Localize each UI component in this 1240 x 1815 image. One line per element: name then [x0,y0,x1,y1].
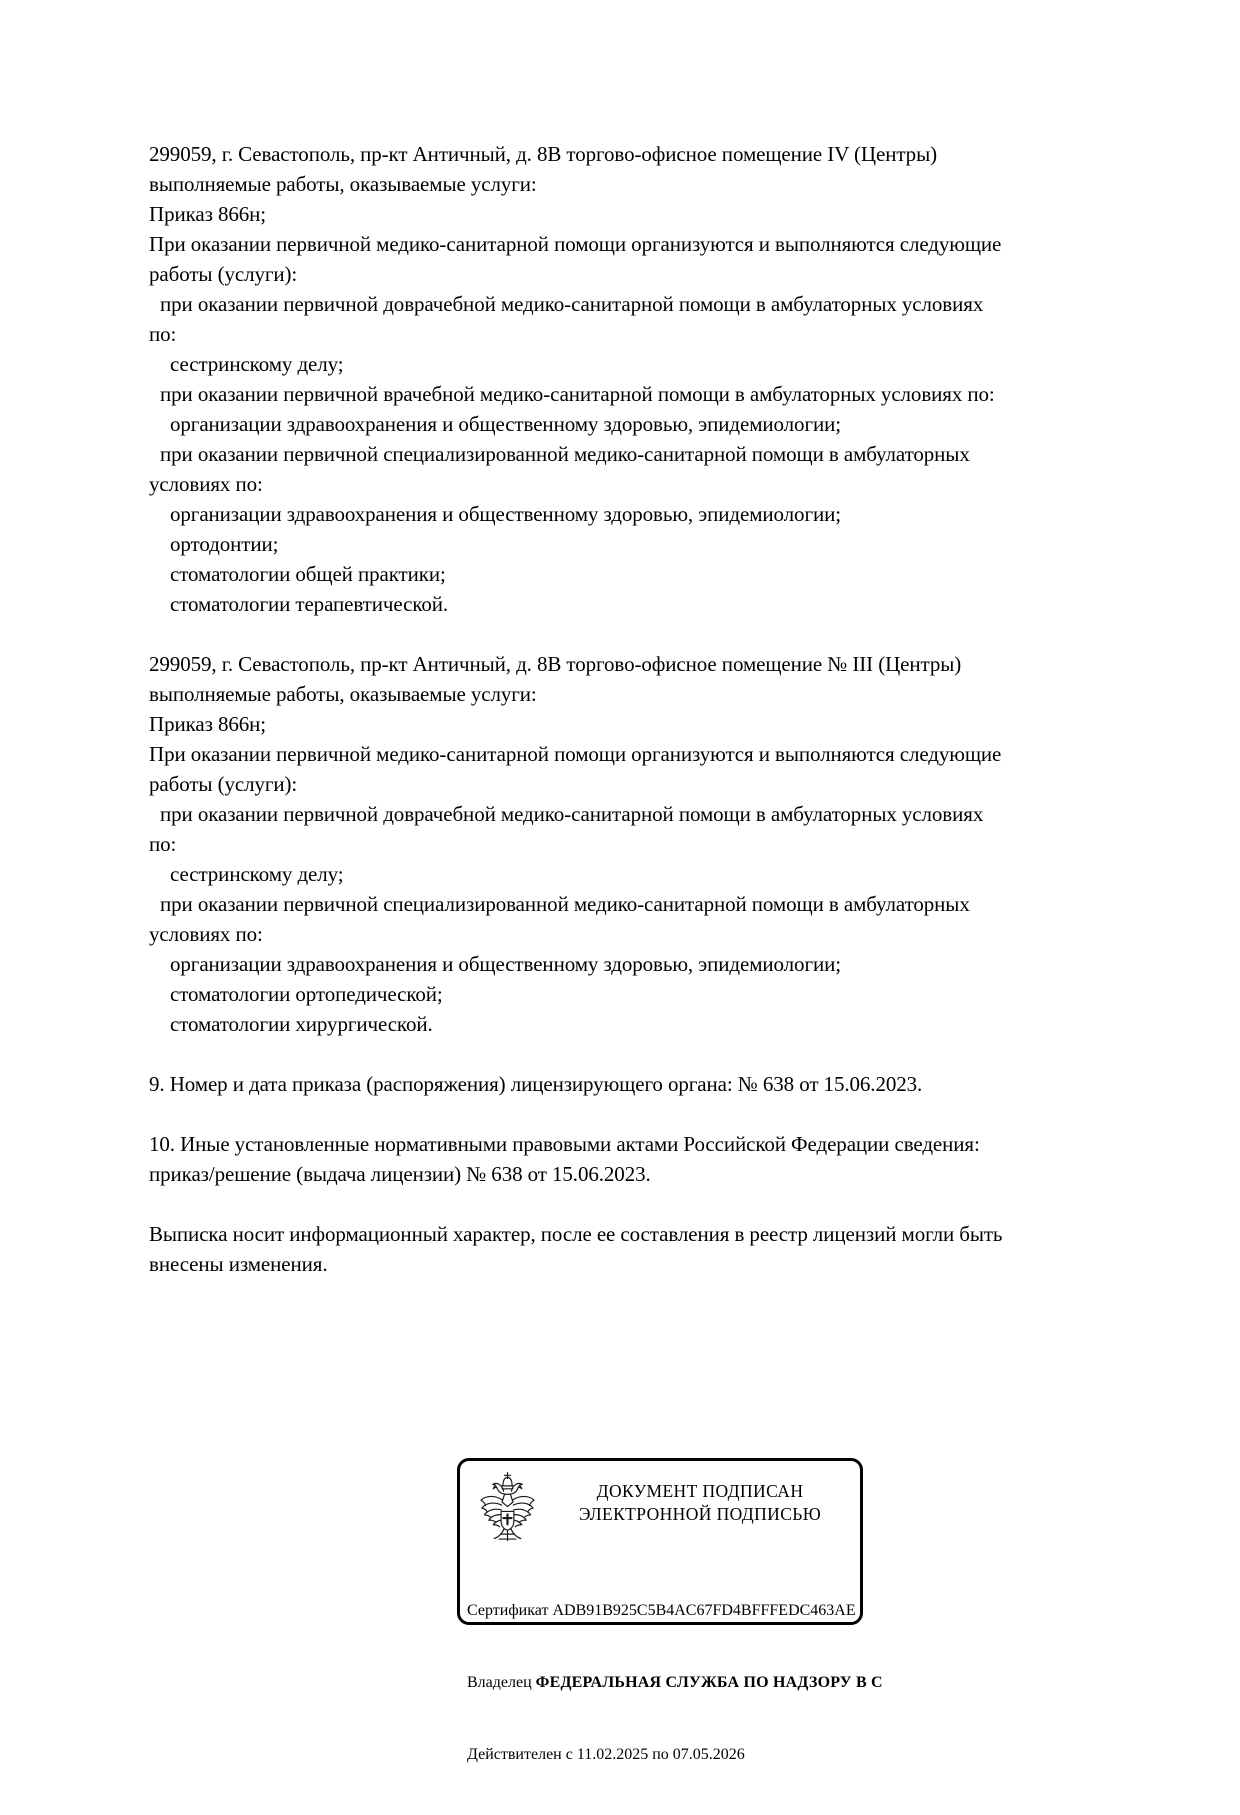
owner-label: Владелец [467,1674,536,1691]
document-body [149,139,1189,1279]
document-blank-line [149,1039,1189,1069]
document-line: организации здравоохранения и общественному здоровью, эпидемиологии; [170,502,841,526]
document-line: при оказании первичной специализированной медико-санитарной помощи в амбулаторных [160,892,970,916]
stamp-info [467,1551,940,1815]
document-line: приказ/решение (выдача лицензии) № 638 от 15.06.2023. [149,1162,651,1186]
owner-line [467,1671,940,1695]
document-line: при оказании первичной специализированной медико-санитарной помощи в амбулаторных [160,442,970,466]
document-line: сестринскому делу; [170,862,344,886]
document-line: условиях по: [149,922,263,946]
document-line: ортодонтии; [170,532,279,556]
document-line: работы (услуги): [149,262,298,286]
stamp-title [544,1480,856,1526]
certificate-label: Сертификат [467,1602,553,1619]
validity-line: Действителен с 11.02.2025 по 07.05.2026 [467,1746,745,1763]
stamp-title-line1: ДОКУМЕНТ ПОДПИСАН [596,1481,804,1501]
document-line: 9. Номер и дата приказа (распоряжения) лицензирующего органа: № 638 от 15.06.2023. [149,1072,923,1096]
document-line: 10. Иные установленные нормативными правовыми актами Российской Федерации сведения: [149,1132,980,1156]
double-headed-eagle-icon [475,1470,540,1548]
document-line: условиях по: [149,472,263,496]
document-line: 299059, г. Севастополь, пр-кт Античный, д. 8В торгово-офисное помещение IV (Центры) [149,142,937,166]
document-line: Приказ 866н; [149,712,267,736]
document-line: Приказ 866н; [149,202,267,226]
document-line: работы (услуги): [149,772,298,796]
digital-signature-stamp [457,1458,883,1763]
document-line: при оказании первичной доврачебной медико-санитарной помощи в амбулаторных условиях [160,292,984,316]
document-line: При оказании первичной медико-санитарной помощи организуются и выполняются следующие [149,232,1002,256]
document-line: выполняемые работы, оказываемые услуги: [149,172,537,196]
stamp-title-line2: ЭЛЕКТРОННОЙ ПОДПИСЬЮ [578,1504,822,1524]
document-line: организации здравоохранения и общественному здоровью, эпидемиологии; [170,952,841,976]
document-line: по: [149,832,177,856]
document-line: стоматологии терапевтической. [170,592,449,616]
document-line: по: [149,322,177,346]
document-line: выполняемые работы, оказываемые услуги: [149,682,537,706]
document-blank-line [149,619,1189,649]
document-line: Выписка носит информационный характер, после ее составления в реестр лицензий могли быть [149,1222,1003,1246]
document-line: стоматологии хирургической. [170,1012,433,1036]
document-line: 299059, г. Севастополь, пр-кт Античный, д. 8В торгово-офисное помещение № III (Центры) [149,652,962,676]
document-line: стоматологии общей практики; [170,562,446,586]
document-blank-line [149,1099,1189,1129]
document-line: внесены изменения. [149,1252,328,1276]
certificate-line [467,1599,940,1623]
owner-value: ФЕДЕРАЛЬНАЯ СЛУЖБА ПО НАДЗОРУ В С [535,1674,883,1691]
certificate-value: ADB91B925C5B4AC67FD4BFFFEDC463AE [552,1602,856,1619]
document-line: стоматологии ортопедической; [170,982,443,1006]
document-line: сестринскому делу; [170,352,344,376]
document-line: организации здравоохранения и общественному здоровью, эпидемиологии; [170,412,841,436]
document-line: При оказании первичной медико-санитарной помощи организуются и выполняются следующие [149,742,1002,766]
document-line: при оказании первичной доврачебной медико-санитарной помощи в амбулаторных условиях [160,802,984,826]
document-line: при оказании первичной врачебной медико-санитарной помощи в амбулаторных условиях по: [160,382,995,406]
document-blank-line [149,1189,1189,1219]
